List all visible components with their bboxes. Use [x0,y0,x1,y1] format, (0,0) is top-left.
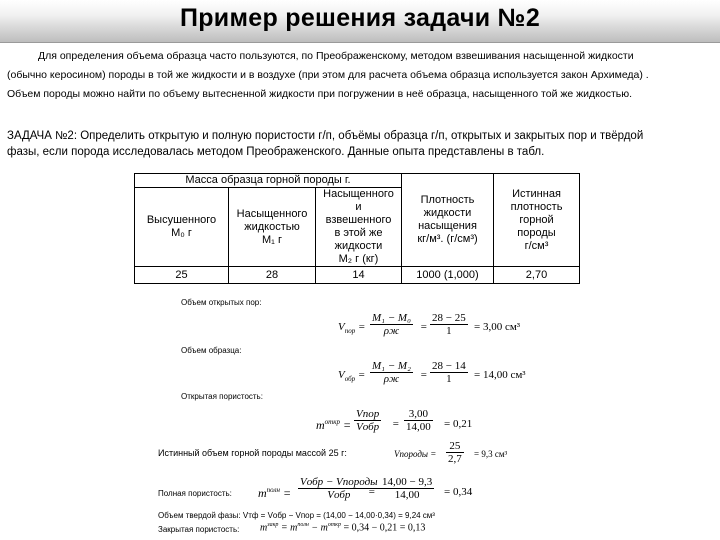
solid-phase-volume-line: Объем твердой фазы: Vтф = Vобр − Vпор = (14,00 − 14,00·0,34) = 9,24 см³ [158,511,435,520]
full-porosity-label: Полная пористость: [158,489,232,498]
sample-volume-label: Объем образца: [181,346,242,355]
task-statement [7,128,713,160]
saturated-mass-header: Насыщенного жидкостью M₁ г [229,188,316,267]
task-line: фазы, если порода исследовалась методом Преображенского. Данные опыта представлены в табл. [7,146,545,158]
title-bar [0,0,720,43]
experiment-data-table [134,173,580,284]
weighed-in-liquid-header: Насыщенного и взвешенного в этой же жидкости M₂ г (кг) [316,188,402,267]
table-cell: 28 [229,267,316,284]
table-cell: 14 [316,267,402,284]
liquid-density-header: Плотность жидкости насыщения кг/м³. (г/см³) [402,174,494,267]
open-porosity-label: Открытая пористость: [181,392,263,401]
true-volume-label: Истинный объем горной породы массой 25 г: [158,448,347,458]
intro-line: (обычно керосином) породы в той же жидкости и в воздухе (при этом для расчета объема образца используется закон Архимеда) . [7,69,649,81]
intro-line: Объем породы можно найти по объему вытесненной жидкости при погружении в неё образца, насыщенного той же жидкостью. [7,88,633,100]
intro-line: Для определения объема образца часто пользуются, по Преображенскому, методом взвешивания насыщенной жидкости [38,50,634,62]
dried-mass-header: Высушенного M₀ г [135,188,229,267]
true-density-header: Истинная плотность горной породы г/см³ [494,174,580,267]
table-cell: 25 [135,267,229,284]
table-cell: 1000 (1,000) [402,267,494,284]
task-line: ЗАДАЧА №2: Определить открытую и полную пористости г/п, объёмы образца г/п, открытых и закрытых пор и твёрдой [7,130,644,142]
closed-porosity-label: Закрытая пористость: [158,525,240,534]
intro-paragraph [7,47,713,104]
open-pore-label: Объем открытых пор: [181,298,262,307]
table-cell: 2,70 [494,267,580,284]
mass-group-header: Масса образца горной породы г. [135,174,402,188]
slide-title: Пример решения задачи №2 [179,4,541,32]
